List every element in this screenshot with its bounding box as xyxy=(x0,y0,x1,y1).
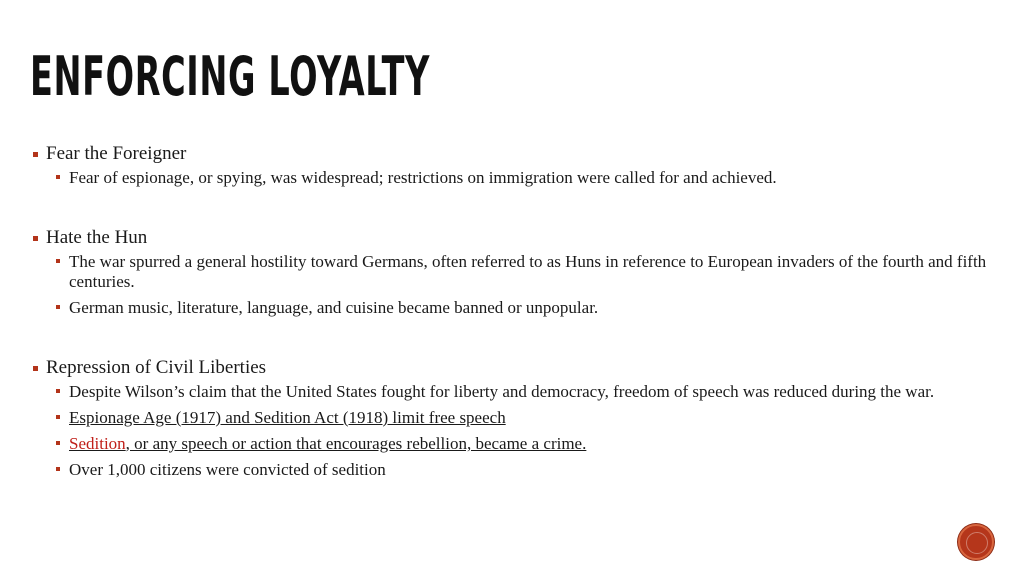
sub-bullet: Fear of espionage, or spying, was widespread; restrictions on immigration were called for and achieved. xyxy=(30,168,990,188)
sub-list xyxy=(30,252,990,318)
sedition-definition: , or any speech or action that encourages rebellion, became a crime. xyxy=(125,434,587,453)
bullet-heading: Hate the Hun xyxy=(30,226,990,250)
sub-bullet: Over 1,000 citizens were convicted of sedition xyxy=(30,460,990,480)
sub-bullet-sedition xyxy=(30,434,990,454)
sub-bullet-espionage-link[interactable]: Espionage Age (1917) and Sedition Act (1918) limit free speech xyxy=(30,408,990,428)
sub-bullet: Despite Wilson’s claim that the United States fought for liberty and democracy, freedom of speech was reduced during the war. xyxy=(30,382,990,402)
slide-content xyxy=(30,142,990,486)
decorative-badge-icon xyxy=(958,524,994,560)
sub-bullet: German music, literature, language, and cuisine became banned or unpopular. xyxy=(30,298,990,318)
section-fear-foreigner xyxy=(30,142,990,188)
sub-list xyxy=(30,168,990,188)
sub-list xyxy=(30,382,990,480)
section-hate-hun xyxy=(30,226,990,318)
bullet-heading: Fear the Foreigner xyxy=(30,142,990,166)
badge-ring xyxy=(966,532,988,554)
section-civil-liberties xyxy=(30,356,990,480)
slide-title: ENFORCING LOYALTY xyxy=(30,45,430,108)
bullet-heading: Repression of Civil Liberties xyxy=(30,356,990,380)
sedition-link[interactable]: Sedition xyxy=(69,434,126,453)
sub-bullet: The war spurred a general hostility toward Germans, often referred to as Huns in reference to European invaders of the fourth and fifth centuries. xyxy=(30,252,990,292)
